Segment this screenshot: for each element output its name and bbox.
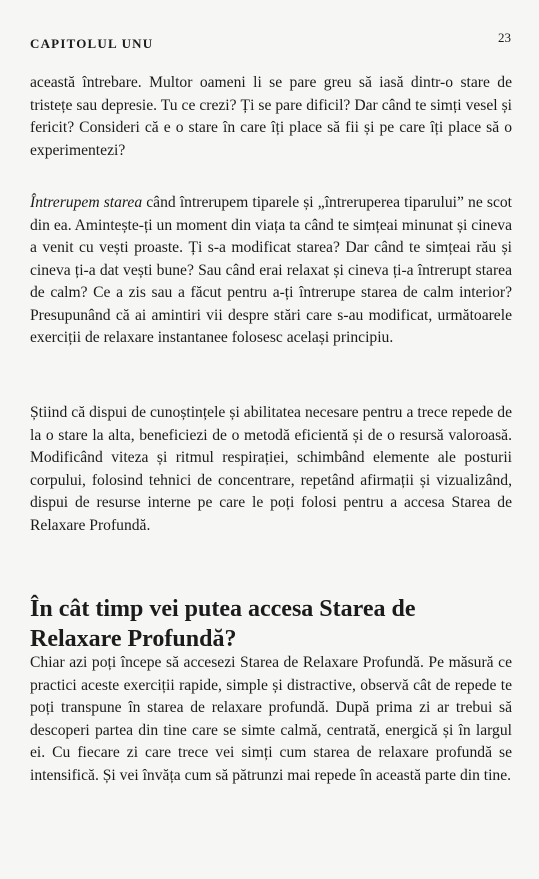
italic-lead-phrase: Întrerupem starea (30, 194, 143, 211)
paragraph-text: Chiar azi poți începe să accesezi Starea de Relaxare Profundă. Pe măsură ce practici aceste exerciții rapide, simple și distractive, observă cât de repede te poți transpune în starea de relaxare profundă. După prima zi ar trebui să descoperi partea din tine care se simte calmă, centrată, energică și în largul ei. Cu fiecare zi care trece vei simți cum starea de relaxare profundă se intensifică. Și vei învăța cum să pătrunzi mai repede în această parte din tine. (30, 654, 512, 784)
paragraph-text: Știind că dispui de cunoștințele și abilitatea necesare pentru a trece repede de la o stare la alta, beneficiezi de o metodă eficientă și de o resursă valoroasă. Modificând viteza și ritmul respirației, schimbând elemente ale posturii corpului, folosind tehnici de concentrare, repetând afirmații și vizualizând, dispui de resurse interne pe care le poți folosi pentru a accesa Starea de Relaxare Profundă. (30, 404, 512, 534)
paragraph-body: când întrerupem tiparele și „întreruperea tiparului” ne scot din ea. Amintește-ți un moment din viața ta când te simțeai minunat și cineva a venit cu vești proaste. Ți s-a modificat starea? Dar când te simțeai rău și cineva ți-a dat vești bune? Sau când erai relaxat și cineva ți-a întrerupt starea de calm? Ce a zis sau a făcut pentru a-ți întrerupe starea de calm interior? Presupunând că ai amintiri vii despre stări care s-au modificat, următoarele exerciții de relaxare instantanee folosesc același principiu. (30, 194, 512, 346)
paragraph-text (30, 192, 512, 350)
paragraph-text: această întrebare. Multor oameni li se pare greu să iasă dintr-o stare de tristețe sau depresie. Tu ce crezi? Ți se pare dificil? Dar când te simți vesel și fericit? Consideri că e o stare în care îți place să fii și pe care îți place să o experimentezi? (30, 74, 512, 159)
paragraph-resources (30, 402, 512, 537)
section-heading: În cât timp vei putea accesa Starea de Relaxare Profundă? (30, 596, 416, 652)
running-head: CAPITOLUL UNU (30, 36, 154, 51)
paragraph-section-body (30, 652, 512, 787)
page-number: 23 (498, 30, 511, 45)
paragraph-intro (30, 72, 512, 162)
paragraph-interrupt-state (30, 192, 512, 350)
